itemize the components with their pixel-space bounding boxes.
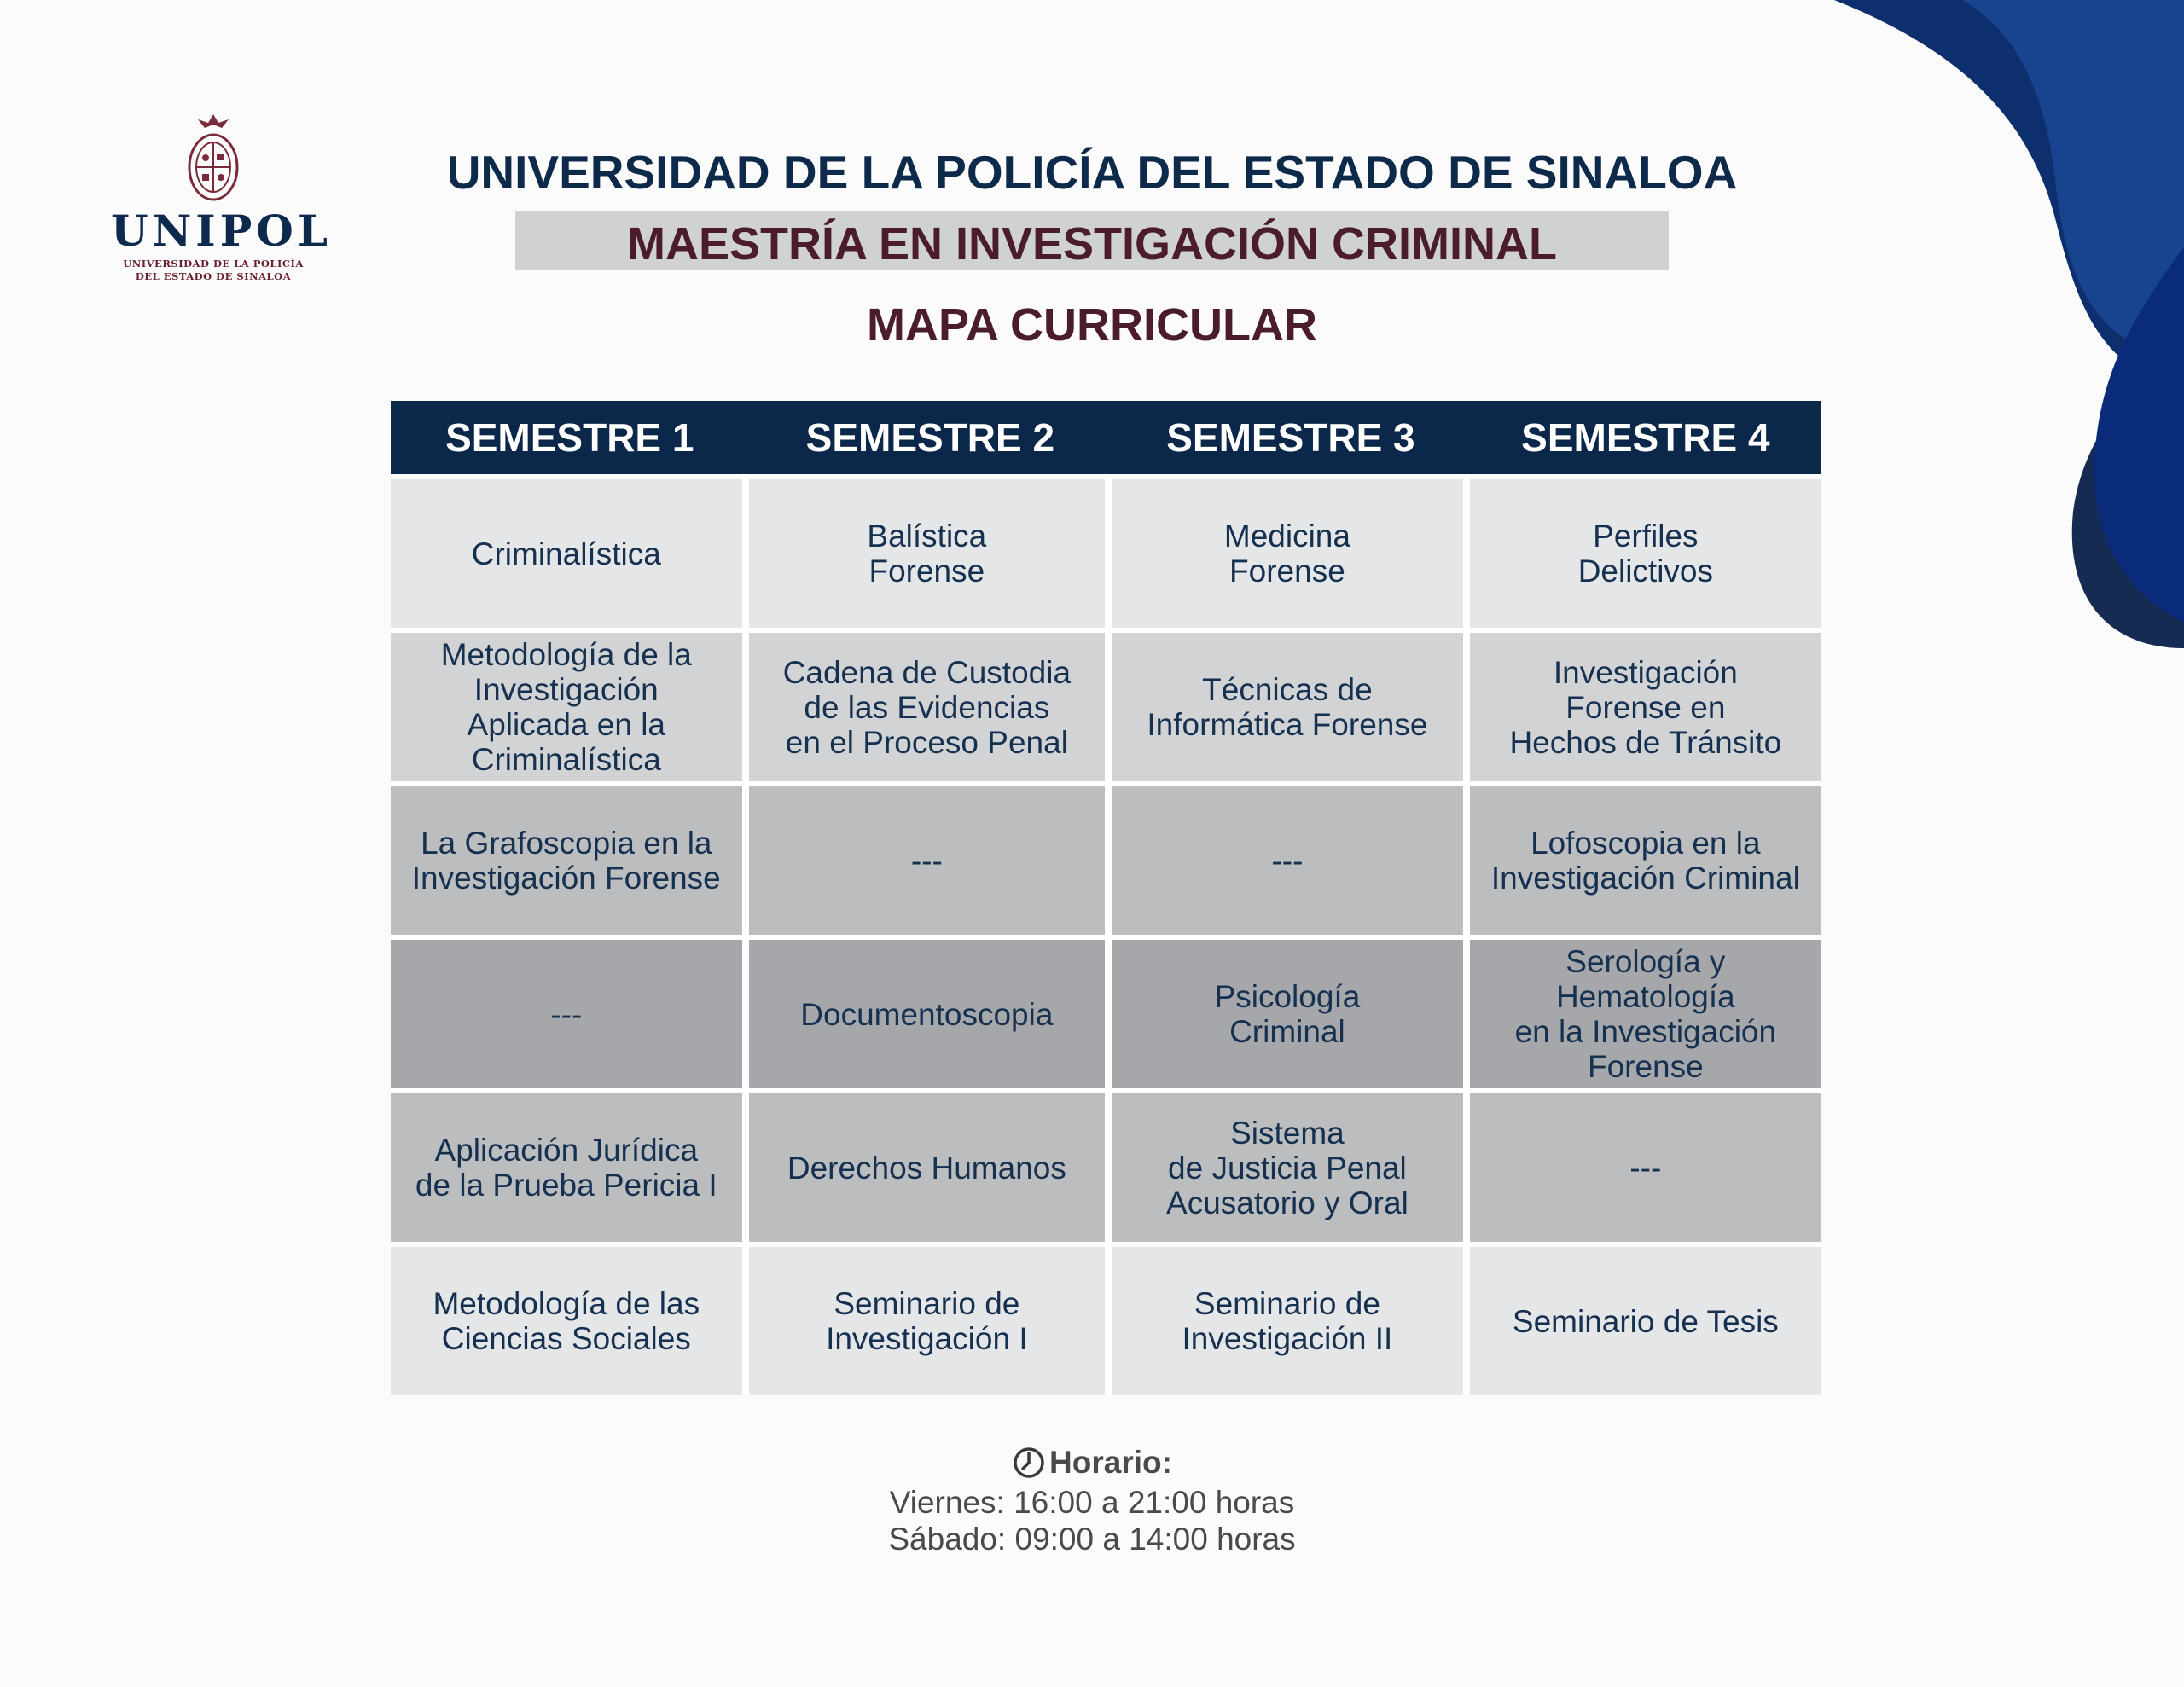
semester-header: SEMESTRE 4 [1470,401,1821,474]
course-cell: Seminario de Investigación II [1112,1242,1470,1395]
course-cell: Técnicas de Informática Forense [1112,628,1470,781]
course-cell: Criminalística [391,474,749,628]
semester-header: SEMESTRE 1 [391,401,749,474]
logo-subtitle [111,258,316,283]
semester-header: SEMESTRE 3 [1112,401,1470,474]
schedule-heading-row [1012,1441,1172,1484]
course-cell: --- [1470,1088,1821,1242]
university-title: UNIVERSIDAD DE LA POLICÍA DEL ESTADO DE SINALOA [446,146,1738,199]
schedule [751,1441,1433,1557]
schedule-saturday: Sábado: 09:00 a 14:00 horas [888,1522,1296,1557]
course-cell: Aplicación Jurídica de la Prueba Pericia I [391,1088,749,1242]
course-cell: Sistema de Justicia Penal Acusatorio y Oral [1112,1088,1470,1242]
curriculum-header-row [391,401,1821,474]
course-cell: Psicología Criminal [1112,935,1470,1088]
schedule-friday: Viernes: 16:00 a 21:00 horas [889,1485,1295,1520]
course-cell: La Grafoscopia en la Investigación Forense [391,781,749,935]
course-cell: Serología y Hematología en la Investigación Forense [1470,935,1821,1088]
course-cell: Seminario de Tesis [1470,1242,1821,1395]
course-cell: --- [749,781,1112,935]
curriculum-table [391,401,1821,1395]
logo-subtitle-line1: UNIVERSIDAD DE LA POLICÍA [123,258,304,270]
course-cell: --- [391,935,749,1088]
course-cell: Metodología de la Investigación Aplicada en la Criminalística [391,628,749,781]
table-row [391,1088,1821,1242]
schedule-heading: Horario: [1049,1445,1172,1480]
coat-of-arms-icon [179,111,247,205]
course-cell: Lofoscopia en la Investigación Criminal [1470,781,1821,935]
table-row [391,628,1821,781]
table-row [391,1242,1821,1395]
course-cell: Investigación Forense en Hechos de Tránsito [1470,628,1821,781]
course-cell: Cadena de Custodia de las Evidencias en el Proceso Penal [749,628,1112,781]
curriculum-map-title: MAPA CURRICULAR [867,299,1317,351]
table-row [391,474,1821,628]
course-cell: Documentoscopia [749,935,1112,1088]
logo-wordmark: UNIPOL [111,206,333,256]
course-cell: Medicina Forense [1112,474,1470,628]
semester-header: SEMESTRE 2 [749,401,1112,474]
table-row [391,781,1821,935]
table-row [391,935,1821,1088]
course-cell: Metodología de las Ciencias Sociales [391,1242,749,1395]
course-cell: Derechos Humanos [749,1088,1112,1242]
course-cell: Perfiles Delictivos [1470,474,1821,628]
logo-subtitle-line2: DEL ESTADO DE SINALOA [135,270,292,282]
clock-icon [1012,1446,1046,1480]
course-cell: Seminario de Investigación I [749,1242,1112,1395]
program-title: MAESTRÍA EN INVESTIGACIÓN CRIMINAL [626,218,1558,270]
course-cell: Balística Forense [749,474,1112,628]
unipol-logo [111,111,333,283]
course-cell: --- [1112,781,1470,935]
